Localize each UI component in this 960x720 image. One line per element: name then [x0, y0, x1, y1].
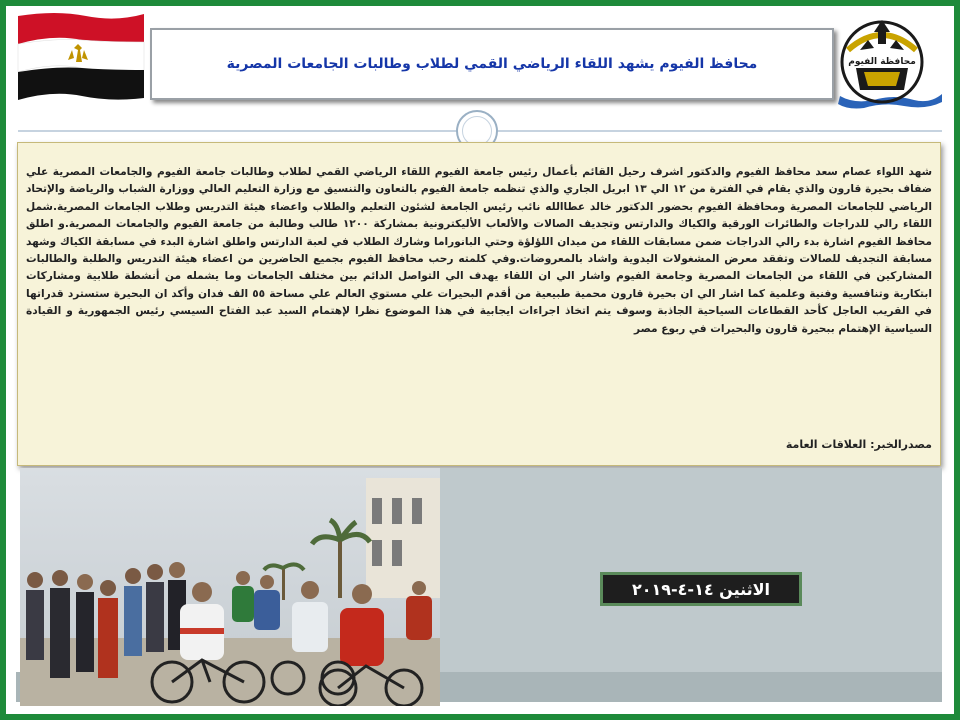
article-body: شهد اللواء عصام سعد محافظ الفيوم والدكتور اشرف رحيل القائم بأعمال رئيس جامعة الفيوم اللقاء الرياضي القمي لطلاب وطالبات جامعة الفيوم والجامعات المصرية علي ضفاف بحيرة قارون والذي يقام في الفترة من ١٢ الي ١٣ ابريل الجاري والذي تنظمه جامعة الفيوم بالتعاون والتنسيق مع وزارة التعليم العالي ووزارة الشباب والرياضة والإتحاد الرياضي للجامعات المصرية ومحافظة الفيوم بحضور الدكتور خالد عطاالله نائب رئيس الجامعة لشئون التعليم والطلاب واعضاء هيئة التدريس وطلاب الجامعات المصرية.شمل اللقاء رالي للدراجات والطائرات الورقية والكياك والدارتس وتجديف الصالات والألعاب الأليكترونية بمشاركة ١٢٠٠ طالب وطالبة من جامعة الفيوم والجامعات المصرية.و اطلق محافظ الفيوم اشارة بدء رالي الدراجات ضمن مسابقات اللقاء من ميدان اللؤلؤة وحتي البانوراما وشارك الطلاب في لعبة الدارتس واطلق اشارة البدء في مسابقة الكياك وشهد مسابقة التجديف للصالات وتفقد معرض المشغولات اليدوية واشاد بالمعروضات.وفي كلمته رحب محافظ الفيوم بجميع الحاضرين من اعضاء هيئة التدريس والطلبة والطالبات المشاركين في اللقاء من الجامعات المصرية وجامعة الفيوم واشار الي ان اللقاء يهدف الي التواصل الدائم بين مختلف الجامعات وما يشمله من أنشطة طلابية ومشاركات ابتكارية وتنافسية وفنية وعلمية كما اشار الي ان بحيرة قارون محمية طبيعية من أقدم البحيرات علي مستوي العالم علي مساحة ٥٥ الف فدان وأكد ان البحيرة ستسترد قدراتها في القريب العاجل كأحد القطاعات السياحية الجاذبة وسوف يتم اتخاذ اجراءات ايجابية في هذا الموضوع نظرا لإهتمام السيد عبد الفتاح السيسي رئيس الجمهورية و القيادة السياسية الإهتمام ببحيرة قارون والبحيرات في ربوع مصر: [26, 166, 932, 335]
date-label: الاثنين ١٤-٤-٢٠١٩: [631, 579, 771, 599]
fayoum-governorate-logo-icon: [834, 10, 944, 110]
title-box: [150, 28, 834, 100]
logo-text: محافظة الفيوم: [848, 57, 916, 67]
news-source: مصدرالخبر: العلاقات العامة: [785, 438, 932, 451]
info-panel: [440, 468, 942, 672]
event-photo: [20, 468, 440, 706]
egypt-flag-icon: [16, 10, 146, 102]
page-title: محافظ الفيوم يشهد اللقاء الرياضي القمي لطلاب وطالبات الجامعات المصرية: [226, 56, 758, 72]
date-badge: [600, 572, 802, 606]
